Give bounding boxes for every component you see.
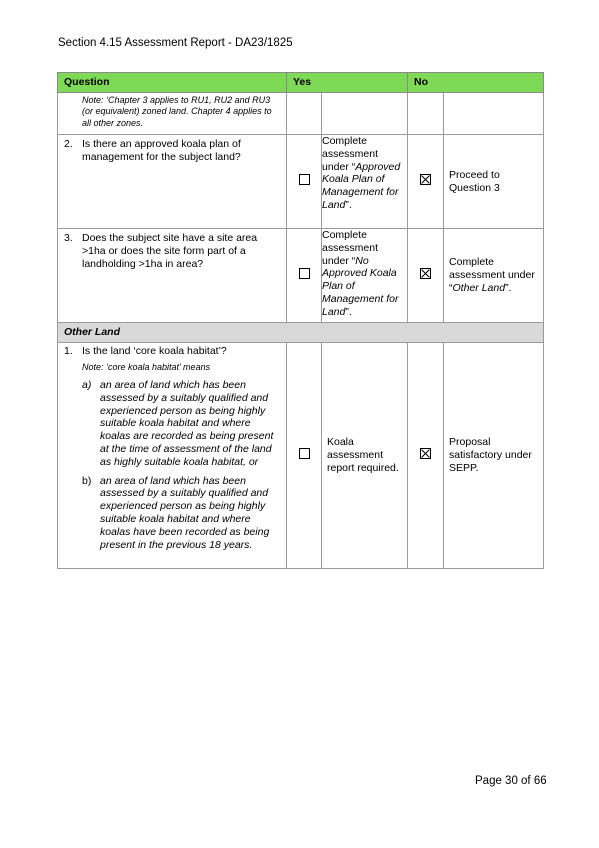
section-heading-other-land: Other Land [58,323,544,343]
question-text: Is the land ‘core koala habitat’? [82,345,227,357]
table-row [58,229,544,323]
no-checkbox[interactable] [420,174,431,185]
chapter-note: Note: ‘Chapter 3 applies to RU1, RU2 and RU3 (or equivalent) zoned land. Chapter 4 applies to all other zones. [82,95,272,128]
koala-assessment-table [57,72,544,569]
yes-outcome-text: Complete assessment under “ [322,229,379,267]
no-outcome-text: Complete assessment under “ [449,256,535,294]
question-text: Does the subject site have a site area >1ha or does the site form part of a landholding >1ha in area? [82,232,258,270]
yes-outcome-end: ”. [345,198,352,211]
section-row [58,323,544,343]
yes-column-header: Yes [287,73,408,93]
no-outcome-italic: Other Land [452,281,506,294]
sub-item-label: a) [82,379,92,392]
sub-item-text: an area of land which has been assessed by a suitably qualified and experienced person as being highly suitable koala habitat and where koalas are recorded as being present at the time of assessment of the land as highly suitable koala habitat, or [100,379,274,468]
yes-outcome-italic: No Approved Koala Plan of Management for Land [322,254,399,318]
report-title: Section 4.15 Assessment Report - DA23/1825 [58,37,293,49]
no-outcome-text: Proceed to Question 3 [444,135,544,229]
table-row [58,135,544,229]
yes-outcome-text: Complete assessment under “ [322,135,379,173]
no-checkbox[interactable] [420,448,431,459]
yes-checkbox[interactable] [299,448,310,459]
definition-note: Note: ‘core koala habitat’ means [82,361,211,372]
sub-item-label: b) [82,474,92,487]
table-header-row [58,73,544,93]
no-outcome-text: Proposal satisfactory under SEPP. [444,343,544,569]
question-number: 1. [64,345,73,357]
question-text: Is there an approved koala plan of management for the subject land? [82,138,241,163]
question-number: 3. [64,232,73,244]
no-column-header: No [408,73,544,93]
table-row [58,343,544,569]
no-outcome-end: ”. [505,281,512,294]
yes-outcome-end: ”. [345,305,352,318]
table-row [58,93,544,135]
yes-checkbox[interactable] [299,174,310,185]
no-checkbox[interactable] [420,268,431,279]
question-column-header: Question [58,73,287,93]
yes-checkbox[interactable] [299,268,310,279]
yes-outcome-italic: Approved Koala Plan of Management for Land [322,160,401,211]
question-number: 2. [64,138,73,150]
page-number: Page 30 of 66 [475,775,547,787]
yes-outcome-text: Koala assessment report required. [322,343,408,569]
sub-item-text: an area of land which has been assessed by a suitably qualified and experienced person as being highly suitable koala habitat and where koalas have been recorded as being present in the previous 18 years. [100,474,270,551]
